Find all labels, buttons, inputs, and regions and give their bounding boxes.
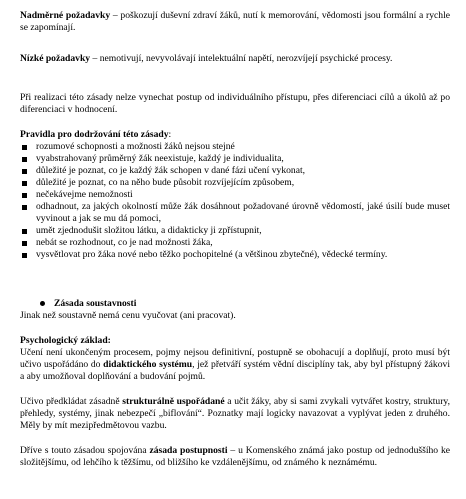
list-item: důležité je poznat, co je každý žák schopen v dané fázi učení vykonat, (20, 165, 450, 177)
paragraph-realization: Při realizaci této zásady nelze vynechat postup od individuálního přístupu, přes diferenciaci cílů a úkolů až po diferenciaci v hodnocení. (20, 92, 450, 115)
section-title: Zásada soustavnosti (54, 298, 137, 309)
text-excessive-demands: – poškozují duševní zdraví žáků, nutí k memorování, vědomosti jsou formální a rychle se zapomínají. (20, 10, 450, 33)
term-low-demands: Nízké požadavky (20, 53, 91, 64)
term-gradualness: zásada postupnosti (149, 445, 228, 456)
round-bullet-icon (40, 301, 45, 306)
list-item: rozumové schopnosti a možnosti žáků nejsou stejné (20, 141, 450, 153)
rules-heading-colon: : (168, 129, 172, 140)
term-structured: strukturálně uspořádané (122, 396, 225, 407)
square-bullet-icon (22, 157, 27, 162)
paragraph-structure: Učivo předkládat zásadně strukturálně uspořádané a učit žáky, aby si sami zvykali vytvářet kostry, struktury, přehledy, systémy, jinak nebezpečí „biflování“. Poznatky mají logicky navazovat a vyplývat jeden z druhého. Měly by mít mezipředmětovou vazbu. (20, 396, 450, 431)
paragraph-gradualness: Dříve s touto zásadou spojována zásada postupnosti – u Komenského známá jako postup od jednoduššího ke složitějšímu, od lehčího k těžšímu, od bližšího ke vzdálenějšímu, od známého k neznámému. (20, 445, 451, 468)
list-item: důležité je poznat, co na něho bude působit rozvíjejícím způsobem, (20, 177, 450, 189)
list-item: odhadnout, za jakých okolností může žák dosáhnout požadované úrovně vědomostí, jaké úsilí bude muset vyvinout a jak se mu dá pomoci, (20, 201, 450, 225)
square-bullet-icon (22, 205, 27, 210)
term-didactic-system: didaktického systému (103, 359, 193, 370)
section-intro: Jinak než soustavně nemá cenu vyučovat (ani pracovat). (20, 310, 236, 321)
square-bullet-icon (22, 229, 27, 234)
list-item: vysvětlovat pro žáka nové nebo těžko pochopitelné (a většinou zbytečné), vědecké termíny. (20, 249, 450, 261)
rules-list (20, 141, 450, 261)
square-bullet-icon (22, 169, 27, 174)
list-item: vyabstrahovaný průměrný žák neexistuje, každý je individualita, (20, 153, 450, 165)
term-excessive-demands: Nadměrné požadavky (20, 10, 111, 21)
rules-heading (20, 129, 450, 141)
psych-heading: Psychologický základ: (20, 335, 111, 346)
paragraph-excessive-demands (20, 10, 450, 34)
list-item: nečekávejme nemožnosti (20, 189, 450, 201)
square-bullet-icon (22, 145, 27, 150)
square-bullet-icon (22, 241, 27, 246)
list-item: umět zjednodušit složitou látku, a didakticky ji zpřístupnit, (20, 225, 450, 237)
list-item: nebát se rozhodnout, co je nad možnosti žáka, (20, 237, 450, 249)
text-low-demands: – nemotivují, nevyvolávají intelektuální napětí, nerozvíjejí psychické procesy. (90, 53, 393, 64)
paragraph-low-demands (20, 53, 450, 65)
rules-heading-label: Pravidla pro dodržování této zásady (20, 129, 169, 140)
square-bullet-icon (22, 181, 27, 186)
paragraph-psych: Učení není ukončeným procesem, pojmy nejsou definitivní, postupně se obohacují a doplňují, proto musí být učivo uspořádáno do didaktického systému, jež přetváří systém vědní disciplíny tak, aby byl přístupný žákovi a aby umožňoval doplňování a budování pojmů. (20, 347, 450, 382)
square-bullet-icon (22, 253, 27, 258)
square-bullet-icon (22, 193, 27, 198)
section-title-line (20, 298, 450, 310)
